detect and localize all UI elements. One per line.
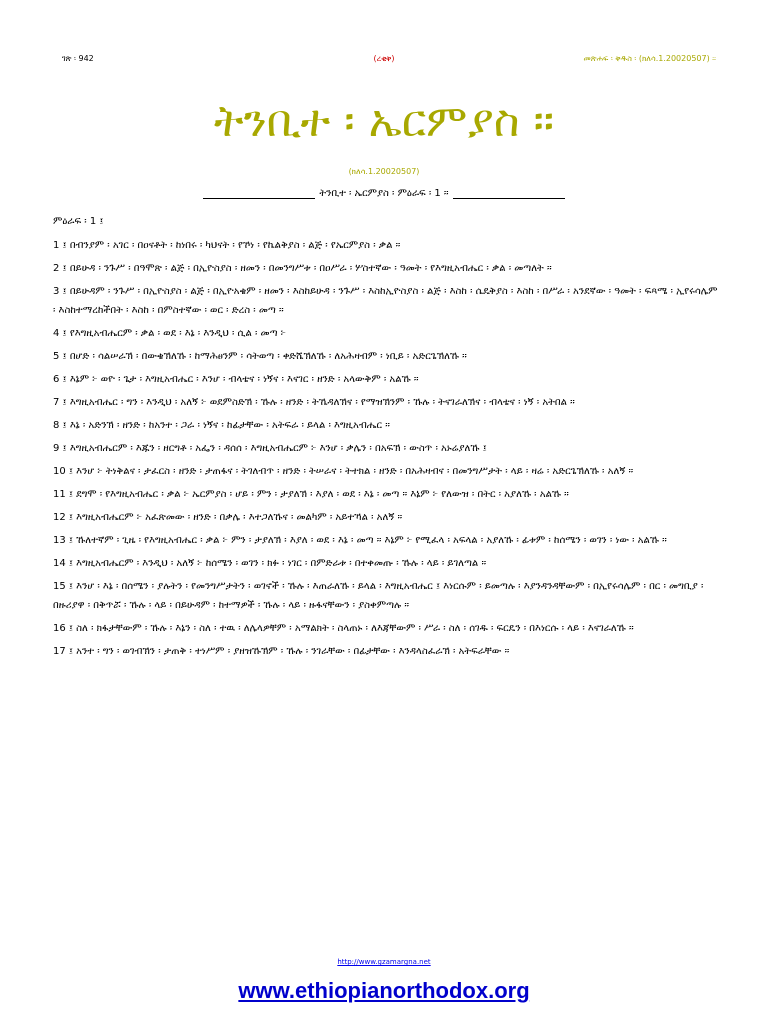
right-rule bbox=[453, 189, 565, 199]
verse: 11 ፤ ደግሞ ፡ የእግዚአብሔር ፡ ቃል ፦ ኤርምያስ ፡ ሆይ ፡ ምን ፡ ታያለኽ ፡ እያለ ፡ ወደ ፡ እኔ ፡ መጣ ። እኔም ፦ የለውዝ ፡ በትር ፡ አያለኹ ፡ አልኹ ። bbox=[53, 489, 569, 500]
book-title: ትንቢተ ፡ ኤርምያስ ። bbox=[213, 96, 555, 147]
chapter-heading-line bbox=[0, 188, 768, 199]
chapter-content bbox=[53, 212, 723, 665]
draft-label: (ረቂቅ) bbox=[373, 54, 395, 63]
verse: 2 ፤ በይሁዳ ፡ ንጉሥ ፡ በዓሞጽ ፡ ልጅ ፡ በኢዮስያስ ፡ ዘመን ፡ በመንግሥቱ ፡ በዐሥራ ፡ ሦስተኛው ፡ ዓመት ፡ የእግዚአብሔር ፡ ቃል ፡ መጣለት ። bbox=[53, 263, 552, 274]
verse: 6 ፤ እኔም ፦ ወዮ ፡ ጌታ ፡ እግዚአብሔር ፡ እንሆ ፡ ብላቴና ፡ ነኝና ፡ እናገር ፡ ዘንድ ፡ አላውቅም ፡ አልኹ ። bbox=[53, 374, 419, 385]
verse: 13 ፤ ኹለተኛም ፡ ጊዜ ፡ የእግዚአብሔር ፡ ቃል ፦ ምን ፡ ታያለኽ ፡ እያለ ፡ ወደ ፡ እኔ ፡ መጣ ። እኔም ፦ የሚፈላ ፡ አፍላል ፡ አያለኹ ፡ ፊቱም ፡ ከሰሜን ፡ ወገን ፡ ነው ፡ አልኹ ። bbox=[53, 535, 667, 546]
verse: 12 ፤ እግዚአብሔርም ፦ አፈጽመው ፡ ዘንድ ፡ በቃሌ ፡ እተጋለኹና ፡ መልካም ፡ አይተኻል ፡ አለኝ ። bbox=[53, 512, 403, 523]
verse: 7 ፤ እግዚአብሔር ፡ ግን ፡ እንዲህ ፡ አለኝ ፦ ወደምስድኽ ፡ ኹሉ ፡ ዘንድ ፡ ትኼዳለኽና ፡ የማዝኽንም ፡ ኹሉ ፡ ትናገራለኽና ፡ ብላቴና ፡ ነኝ ፡ አትበል ። bbox=[53, 397, 575, 408]
verse: 17 ፤ አንተ ፡ ግን ፡ ወገብኽን ፡ ታጠቅ ፡ ተነሥም ፡ ያዘዝኹኽም ፡ ኹሉ ፡ ንገራቸው ፡ በፊታቸው ፡ እንዳላስፈራኽ ፡ አትፍራቸው ። bbox=[53, 646, 510, 657]
footer-site-link[interactable]: www.ethiopianorthodox.org bbox=[238, 978, 530, 1003]
verse: 8 ፤ እኔ ፡ አድንኽ ፡ ዘንድ ፡ ከአንተ ፡ ጋራ ፡ ነኝና ፡ ከፊታቸው ፡ አትፍራ ፡ ይላል ፡ እግዚአብሔር ። bbox=[53, 420, 390, 431]
left-rule bbox=[203, 189, 315, 199]
verse: 16 ፤ ስለ ፡ ክፋታቸውም ፡ ኹሉ ፡ እኔን ፡ ስለ ፡ ተዉ ፡ ለሌላዎቸም ፡ አማልክት ፡ ስላጠኑ ፡ ለእጃቸውም ፡ ሥራ ፡ ስለ ፡ ሰገዱ ፡ ፍርዴን ፡ በእነርሱ ፡ ላይ ፡ እናገራለኹ ። bbox=[53, 623, 634, 634]
verse: 4 ፤ የእግዚአብሔርም ፡ ቃል ፡ ወደ ፡ እኔ ፡ እንዲህ ፡ ሲል ፡ መጣ ፦ bbox=[53, 328, 286, 339]
verse: 5 ፤ በሆድ ፡ ሳልሠራኽ ፡ በውቄኽለኹ ፡ ከማሕፀንም ፡ ሳትወጣ ፡ ቀድሼኽለኹ ፡ ለአሕዛብም ፡ ነቢይ ፡ አድርጌኽለኹ ። bbox=[53, 351, 467, 362]
verse: 14 ፤ እግዚአብሔርም ፡ እንዲህ ፡ አለኝ ፦ ከሰሜን ፡ ወገን ፡ ክፉ ፡ ነገር ፡ በምድራቱ ፡ በተቀመጡ ፡ ኹሉ ፡ ላይ ፡ ይገለጣል ። bbox=[53, 558, 487, 569]
chapter-label: ምዕራፍ ፡ 1 ፤ bbox=[53, 216, 104, 227]
verse: 15 ፤ እንሆ ፡ እኔ ፡ በሰሜን ፡ ያሉትን ፡ የመንግሥታትን ፡ ወገኖች ፡ ኹሉ ፡ እጠራለኹ ፡ ይላል ፡ እግዚአብሔር ፤ እነርሱም ፡ ይመጣሉ ፡ እያንዳንዳቸውም ፡ በኢየሩሳሌም ፡ በር ፡ መግቢያ ፡ በዙሪያዋ ፡ በቅጥሯ ፡ ኹሉ ፡ ላይ ፡ በይሁዳም ፡ ከተማዎች ፡ ኹሉ ፡ ላይ ፡ ዙፋናቸውን ፡ ያስቀምጣሉ ። bbox=[53, 581, 704, 611]
verse: 3 ፤ በይሁዳም ፡ ንጉሥ ፡ በኢዮስያስ ፡ ልጅ ፡ በኢዮአቄም ፡ ዘመን ፡ እስከይሁዳ ፡ ንጉሥ ፡ እስከኢዮስያስ ፡ ልጅ ፡ እስከ ፡ ሴዴቅያስ ፡ እስከ ፡ በሥራ ፡ አንደኛው ፡ ዓመት ፡ ፍጻሜ ፡ ኢየሩሳሌም ፡ እስከተማረከችበት ፡ እስከ ፡ በምስተኛው ፡ ወር ፡ ድረስ ፡ መጣ ። bbox=[53, 286, 718, 316]
book-reference: መጽሐፍ ፡ ቅዱስ ፡ (ክለሳ.1.20020507) ። bbox=[583, 54, 716, 63]
page-header bbox=[0, 54, 768, 68]
verse: 10 ፤ እንሆ ፦ ትነቅልና ፡ ታፈርስ ፡ ዘንድ ፡ ታጠፋና ፡ ትገለብጥ ፡ ዘንድ ፡ ትሠራና ፡ ትተክል ፡ ዘንድ ፡ በአሕዛብና ፡ በመንግሥታት ፡ ላይ ፡ ዛሬ ፡ አድርጌኽለኹ ፡ አለኝ ። bbox=[53, 466, 634, 477]
page-number: ገጽ ፡ 942 bbox=[62, 54, 94, 63]
version-label: (ክለሳ.1.20020507) bbox=[348, 167, 420, 176]
footer-link[interactable]: http://www.gzamargna.net bbox=[337, 958, 431, 966]
verse: 1 ፤ በብንያም ፡ አገር ፡ በዐናቶት ፡ ከነበሩ ፡ ካህናት ፡ የኾነ ፡ የኬልቅያስ ፡ ልጅ ፡ የኤርምያስ ፡ ቃል ። bbox=[53, 240, 401, 251]
verse-list bbox=[53, 236, 723, 661]
verse: 9 ፤ እግዚአብሔርም ፡ እጁን ፡ ዘርግቶ ፡ አፌን ፡ ዳሰሰ ፡ እግዚአብሔርም ፦ እንሆ ፡ ቃሌን ፡ በአፍኽ ፡ ውስጥ ፡ አኑሬያለኹ ፤ bbox=[53, 443, 487, 454]
chapter-heading: ትንቢተ ፡ ኤርምያስ ፡ ምዕራፍ ፡ 1 ። bbox=[319, 188, 449, 199]
